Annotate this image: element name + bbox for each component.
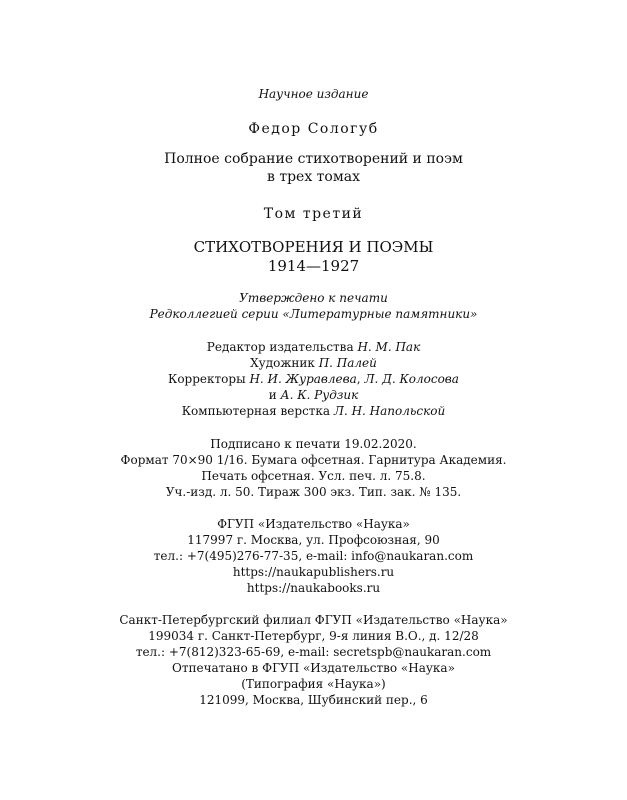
editor-label: Редактор издательства (206, 340, 354, 354)
printing-line-1: Подписано к печати 19.02.2020. (210, 437, 417, 451)
printing-house: (Типография «Наука») (241, 677, 386, 691)
credit-proofreaders-cont (0, 387, 627, 403)
printing-line-3: Печать офсетная. Усл. печ. л. 75.8. (201, 469, 426, 483)
approval-line-1: Утверждено к печати (239, 291, 388, 305)
author-name: Федор Сологуб (248, 121, 379, 137)
printing-line-2: Формат 70×90 1/16. Бумага офсетная. Гарнитура Академия. (120, 453, 507, 467)
publisher-contacts: тел.: +7(495)276-77-35, e-mail: info@naukaran.com (153, 549, 474, 563)
printed-at: Отпечатано в ФГУП «Издательство «Наука» (172, 661, 455, 675)
publisher-website-2[interactable]: https://naukabooks.ru (246, 581, 381, 595)
branch-address: 199034 г. Санкт-Петербург, 9-я линия В.О., д. 12/28 (148, 629, 479, 643)
work-title-line-2: в трех томах (267, 169, 360, 185)
publisher-website-1[interactable]: https://naukapublishers.ru (232, 565, 395, 579)
layout-name: Л. Н. Напольской (333, 404, 446, 418)
proofreader-name-2: Л. Д. Колосова (364, 372, 459, 386)
proofreader-name-3: А. К. Рудзик (280, 388, 359, 402)
volume-years: 1914—1927 (267, 257, 360, 275)
credit-artist (0, 355, 627, 371)
credit-editor (0, 339, 627, 355)
artist-label: Художник (250, 356, 315, 370)
approval-line-2: Редколлегией серии «Литературные памятники» (149, 307, 478, 321)
branch-line-1: Санкт-Петербургский филиал ФГУП «Издательство «Наука» (119, 613, 508, 627)
artist-name: П. Палей (318, 356, 377, 370)
credit-layout (0, 403, 627, 419)
edition-type: Научное издание (258, 87, 369, 101)
proofreader-name-1: Н. И. Журавлева (249, 372, 357, 386)
publisher-address: 117997 г. Москва, ул. Профсоюзная, 90 (187, 533, 440, 547)
credit-proofreaders (0, 371, 627, 387)
volume-title: СТИХОТВОРЕНИЯ И ПОЭМЫ (193, 238, 434, 256)
printing-house-address: 121099, Москва, Шубинский пер., 6 (199, 693, 428, 707)
editor-name: Н. М. Пак (357, 340, 421, 354)
printing-line-4: Уч.-изд. л. 50. Тираж 300 экз. Тип. зак. № 135. (165, 485, 462, 499)
branch-contacts: тел.: +7(812)323-65-69, e-mail: secretspb@naukaran.com (135, 645, 492, 659)
proofreaders-and: и (268, 388, 277, 402)
work-title-line-1: Полное собрание стихотворений и поэм (164, 151, 463, 167)
layout-label: Компьютерная верстка (181, 404, 331, 418)
proofreaders-label: Корректоры (168, 372, 246, 386)
volume-number: Том третий (263, 206, 364, 222)
proofreaders-separator: , (356, 372, 361, 386)
publisher-line-1: ФГУП «Издательство «Наука» (217, 517, 410, 531)
